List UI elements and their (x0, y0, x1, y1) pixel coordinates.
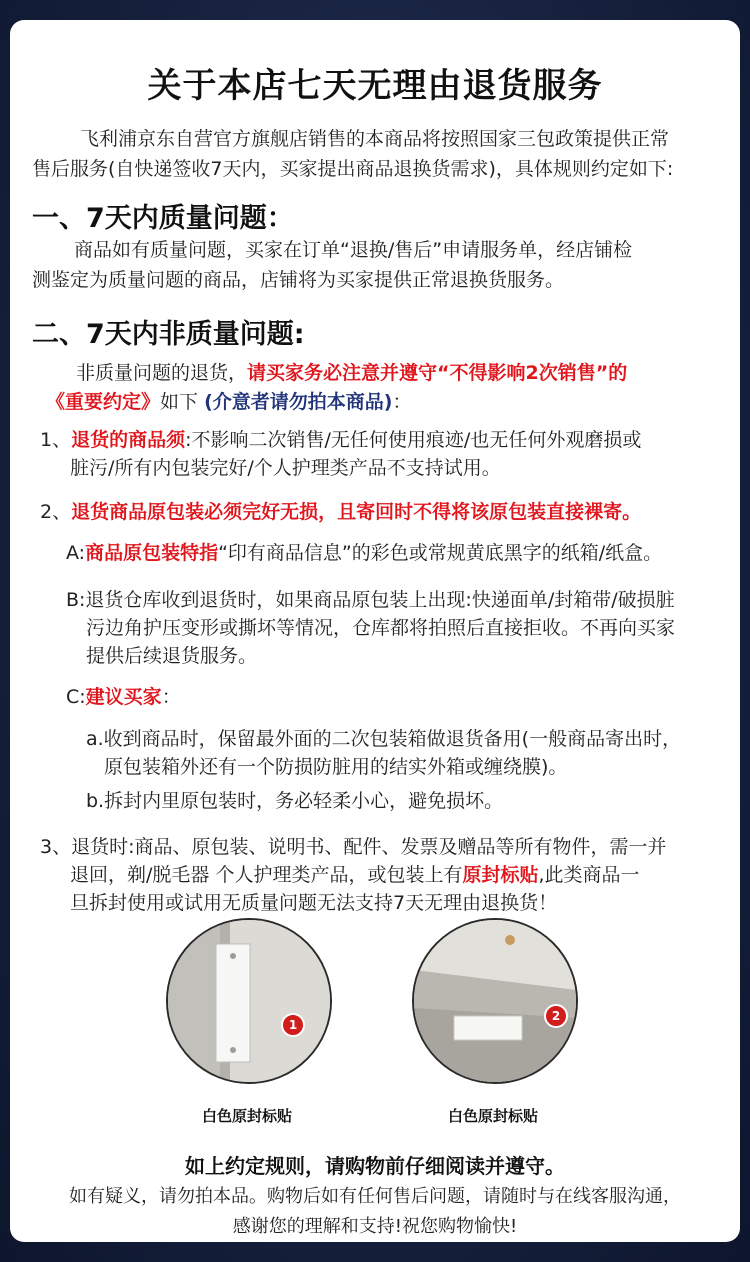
section2-colon: ： (392, 391, 412, 413)
section2-line-1 (76, 358, 627, 388)
section2-warning: (介意者请勿拍本商品) (204, 391, 393, 413)
rule-c-bold: 建议买家 (85, 686, 162, 708)
rule-3-text: 退回，剃/脱毛器 个人护理类产品，或包装上有 (70, 864, 463, 886)
rule-2-text: 退货商品原包装必须完好无损，且寄回时不得将该原包装直接裸寄。 (71, 501, 642, 523)
rule-3-line-2 (70, 860, 640, 890)
intro-line-2: 售后服务(自快递签收7天内，买家提出商品退换货需求)，具体规则约定如下: (32, 158, 674, 180)
rule-ca-line-1: a.收到商品时，保留最外面的二次包装箱做退货备用(一般商品寄出时， (86, 728, 682, 750)
seal-caption-1: 白色原封标贴 (201, 1107, 292, 1125)
rule-b-line-3: 提供后续退货服务。 (86, 645, 258, 667)
closing-line-1: 如有疑义，请勿拍本品。购物后如有任何售后问题，请随时与在线客服沟通， (69, 1186, 681, 1207)
section2-line-2 (46, 387, 411, 417)
section2-line-1-text: 非质量问题的退货， (76, 362, 248, 384)
rule-1-bold: 退货的商品须 (71, 429, 186, 451)
rule-1-number: 1、 (40, 429, 72, 451)
rule-c-prefix: C: (66, 686, 86, 708)
section2-as-follows: 如下 (160, 391, 199, 413)
badge-1: 1 (281, 1013, 305, 1037)
seal-caption-2: 白色原封标贴 (447, 1107, 538, 1125)
rule-3-text-end: ,此类商品一 (538, 864, 640, 886)
rule-2-number: 2、 (40, 501, 72, 523)
section1-line-1: 商品如有质量问题，买家在订单“退换/售后”申请服务单，经店铺检 (74, 239, 633, 261)
section2-notice: 请买家务必注意并遵守“不得影响2次销售”的 (247, 362, 628, 384)
rule-b-line-2: 污边角护压变形或撕坏等情况，仓库都将拍照后直接拒收。不再向买家 (86, 617, 676, 639)
rule-a-text: “印有商品信息”的彩色或常规黄底黑字的纸箱/纸盒。 (218, 542, 663, 564)
closing-bold: 如上约定规则，请购物前仔细阅读并遵守。 (185, 1154, 565, 1178)
carton-flap-illustration (414, 920, 576, 1082)
policy-card (10, 20, 740, 1242)
intro-line-1: 飞利浦京东自营官方旗舰店销售的本商品将按照国家三包政策提供正常 (80, 128, 670, 150)
section2-heading: 二、7天内非质量问题: (32, 319, 305, 350)
section1-line-2: 测鉴定为质量问题的商品，店铺将为买家提供正常退换货服务。 (32, 269, 565, 291)
rule-cb: b.拆封内里原包装时，务必轻柔小心，避免损坏。 (86, 790, 504, 812)
rule-3-seal-label: 原封标贴 (462, 864, 539, 886)
rule-1 (40, 425, 641, 455)
important-agreement: 《重要约定》 (46, 391, 161, 413)
rule-3-line-3: 旦拆封使用或试用无质量问题无法支持7天无理由退换货！ (70, 892, 558, 914)
rule-a (66, 538, 662, 568)
seal-photo-1 (166, 918, 332, 1084)
carton-side-illustration (168, 920, 330, 1082)
rule-c-suffix: ： (161, 686, 181, 708)
section1-heading: 一、7天内质量问题： (32, 203, 294, 234)
rule-1-text: :不影响二次销售/无任何使用痕迹/也无任何外观磨损或 (185, 429, 642, 451)
rule-a-prefix: A: (66, 542, 86, 564)
rule-ca-line-2: 原包装箱外还有一个防损防脏用的结实外箱或缠绕膜)。 (104, 756, 568, 778)
rule-a-bold: 商品原包装特指 (85, 542, 219, 564)
rule-c (66, 682, 181, 712)
page-title: 关于本店七天无理由退货服务 (147, 66, 603, 106)
seal-photo-2 (412, 918, 578, 1084)
rule-2 (40, 497, 641, 527)
badge-2: 2 (544, 1004, 568, 1028)
rule-3-line-1: 3、退货时:商品、原包装、说明书、配件、发票及赠品等所有物件，需一并 (40, 836, 667, 858)
rule-1-line-2: 脏污/所有内包装完好/个人护理类产品不支持试用。 (70, 457, 501, 479)
closing-line-2: 感谢您的理解和支持!祝您购物愉快! (232, 1216, 518, 1237)
rule-b-line-1: B:退货仓库收到退货时，如果商品原包装上出现:快递面单/封箱带/破损脏 (66, 589, 675, 611)
